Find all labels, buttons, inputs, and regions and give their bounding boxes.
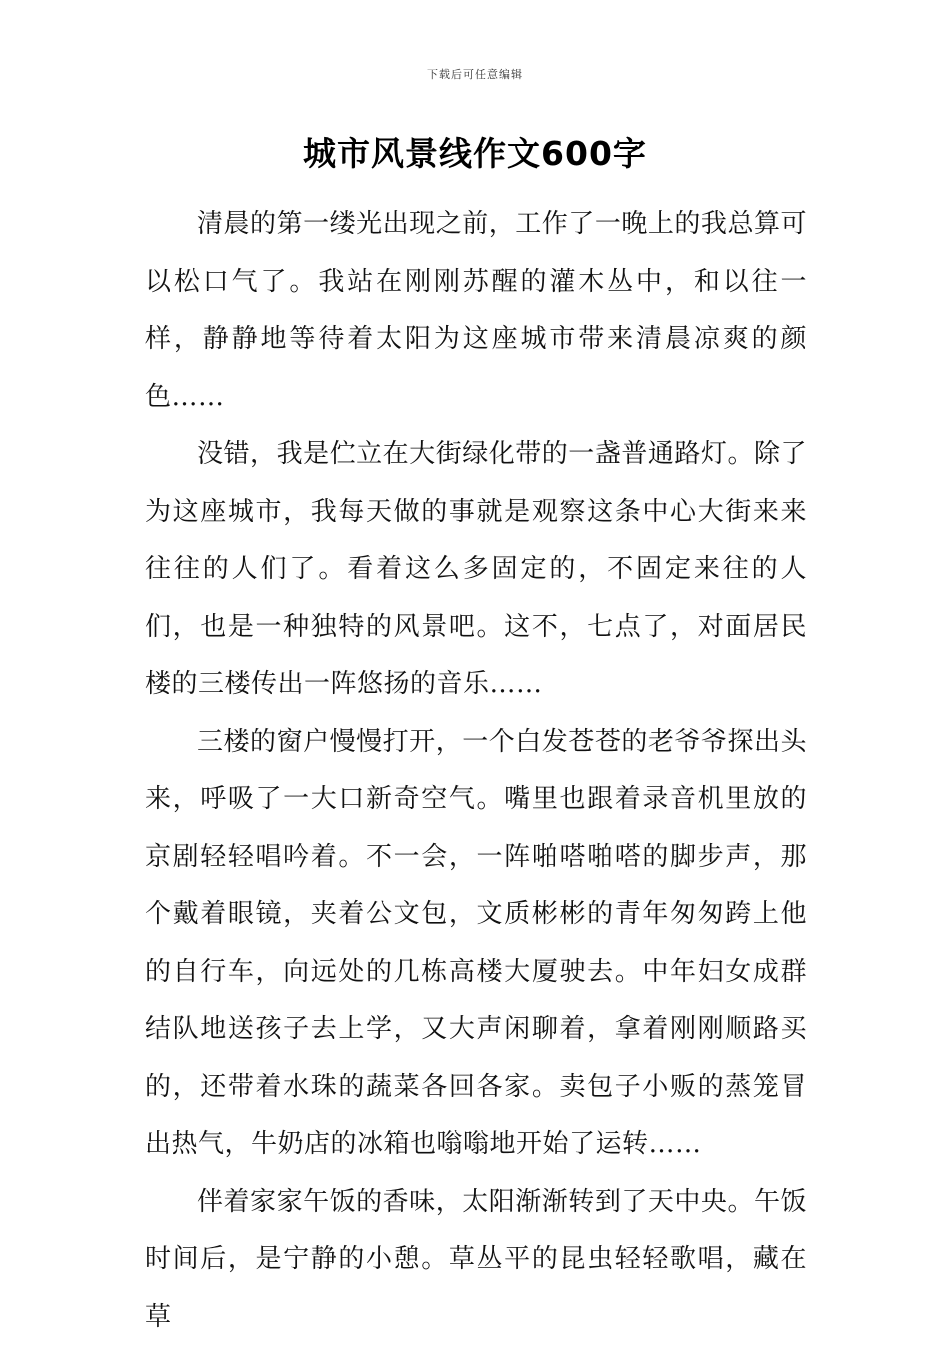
header-note: 下载后可任意编辑 [0,66,950,82]
document-title: 城市风景线作文600字 [0,128,950,175]
paragraph: 三楼的窗户慢慢打开，一个白发苍苍的老爷爷探出头来，呼吸了一大口新奇空气。嘴里也跟着录音机里放的京剧轻轻唱吟着。不一会，一阵啪嗒啪嗒的脚步声，那个戴着眼镜，夹着公文包，文质彬彬的青年匆匆跨上他的自行车，向远处的几栋高楼大厦驶去。中年妇女成群结队地送孩子去上学，又大声闲聊着，拿着刚刚顺路买的，还带着水珠的蔬菜各回各家。卖包子小贩的蒸笼冒出热气，牛奶店的冰箱也嗡嗡地开始了运转…… [145,714,807,1174]
paragraph: 伴着家家午饭的香味，太阳渐渐转到了天中央。午饭时间后，是宁静的小憩。草丛平的昆虫轻轻歌唱，藏在草 [145,1174,807,1346]
paragraph: 没错，我是伫立在大街绿化带的一盏普通路灯。除了为这座城市，我每天做的事就是观察这条中心大街来来往往的人们了。看着这么多固定的，不固定来往的人们，也是一种独特的风景吧。这不，七点了，对面居民楼的三楼传出一阵悠扬的音乐…… [145,426,807,714]
paragraph: 清晨的第一缕光出现之前，工作了一晚上的我总算可以松口气了。我站在刚刚苏醒的灌木丛中，和以往一样，静静地等待着太阳为这座城市带来清晨凉爽的颜色…… [145,196,807,426]
body-text [145,196,807,1346]
